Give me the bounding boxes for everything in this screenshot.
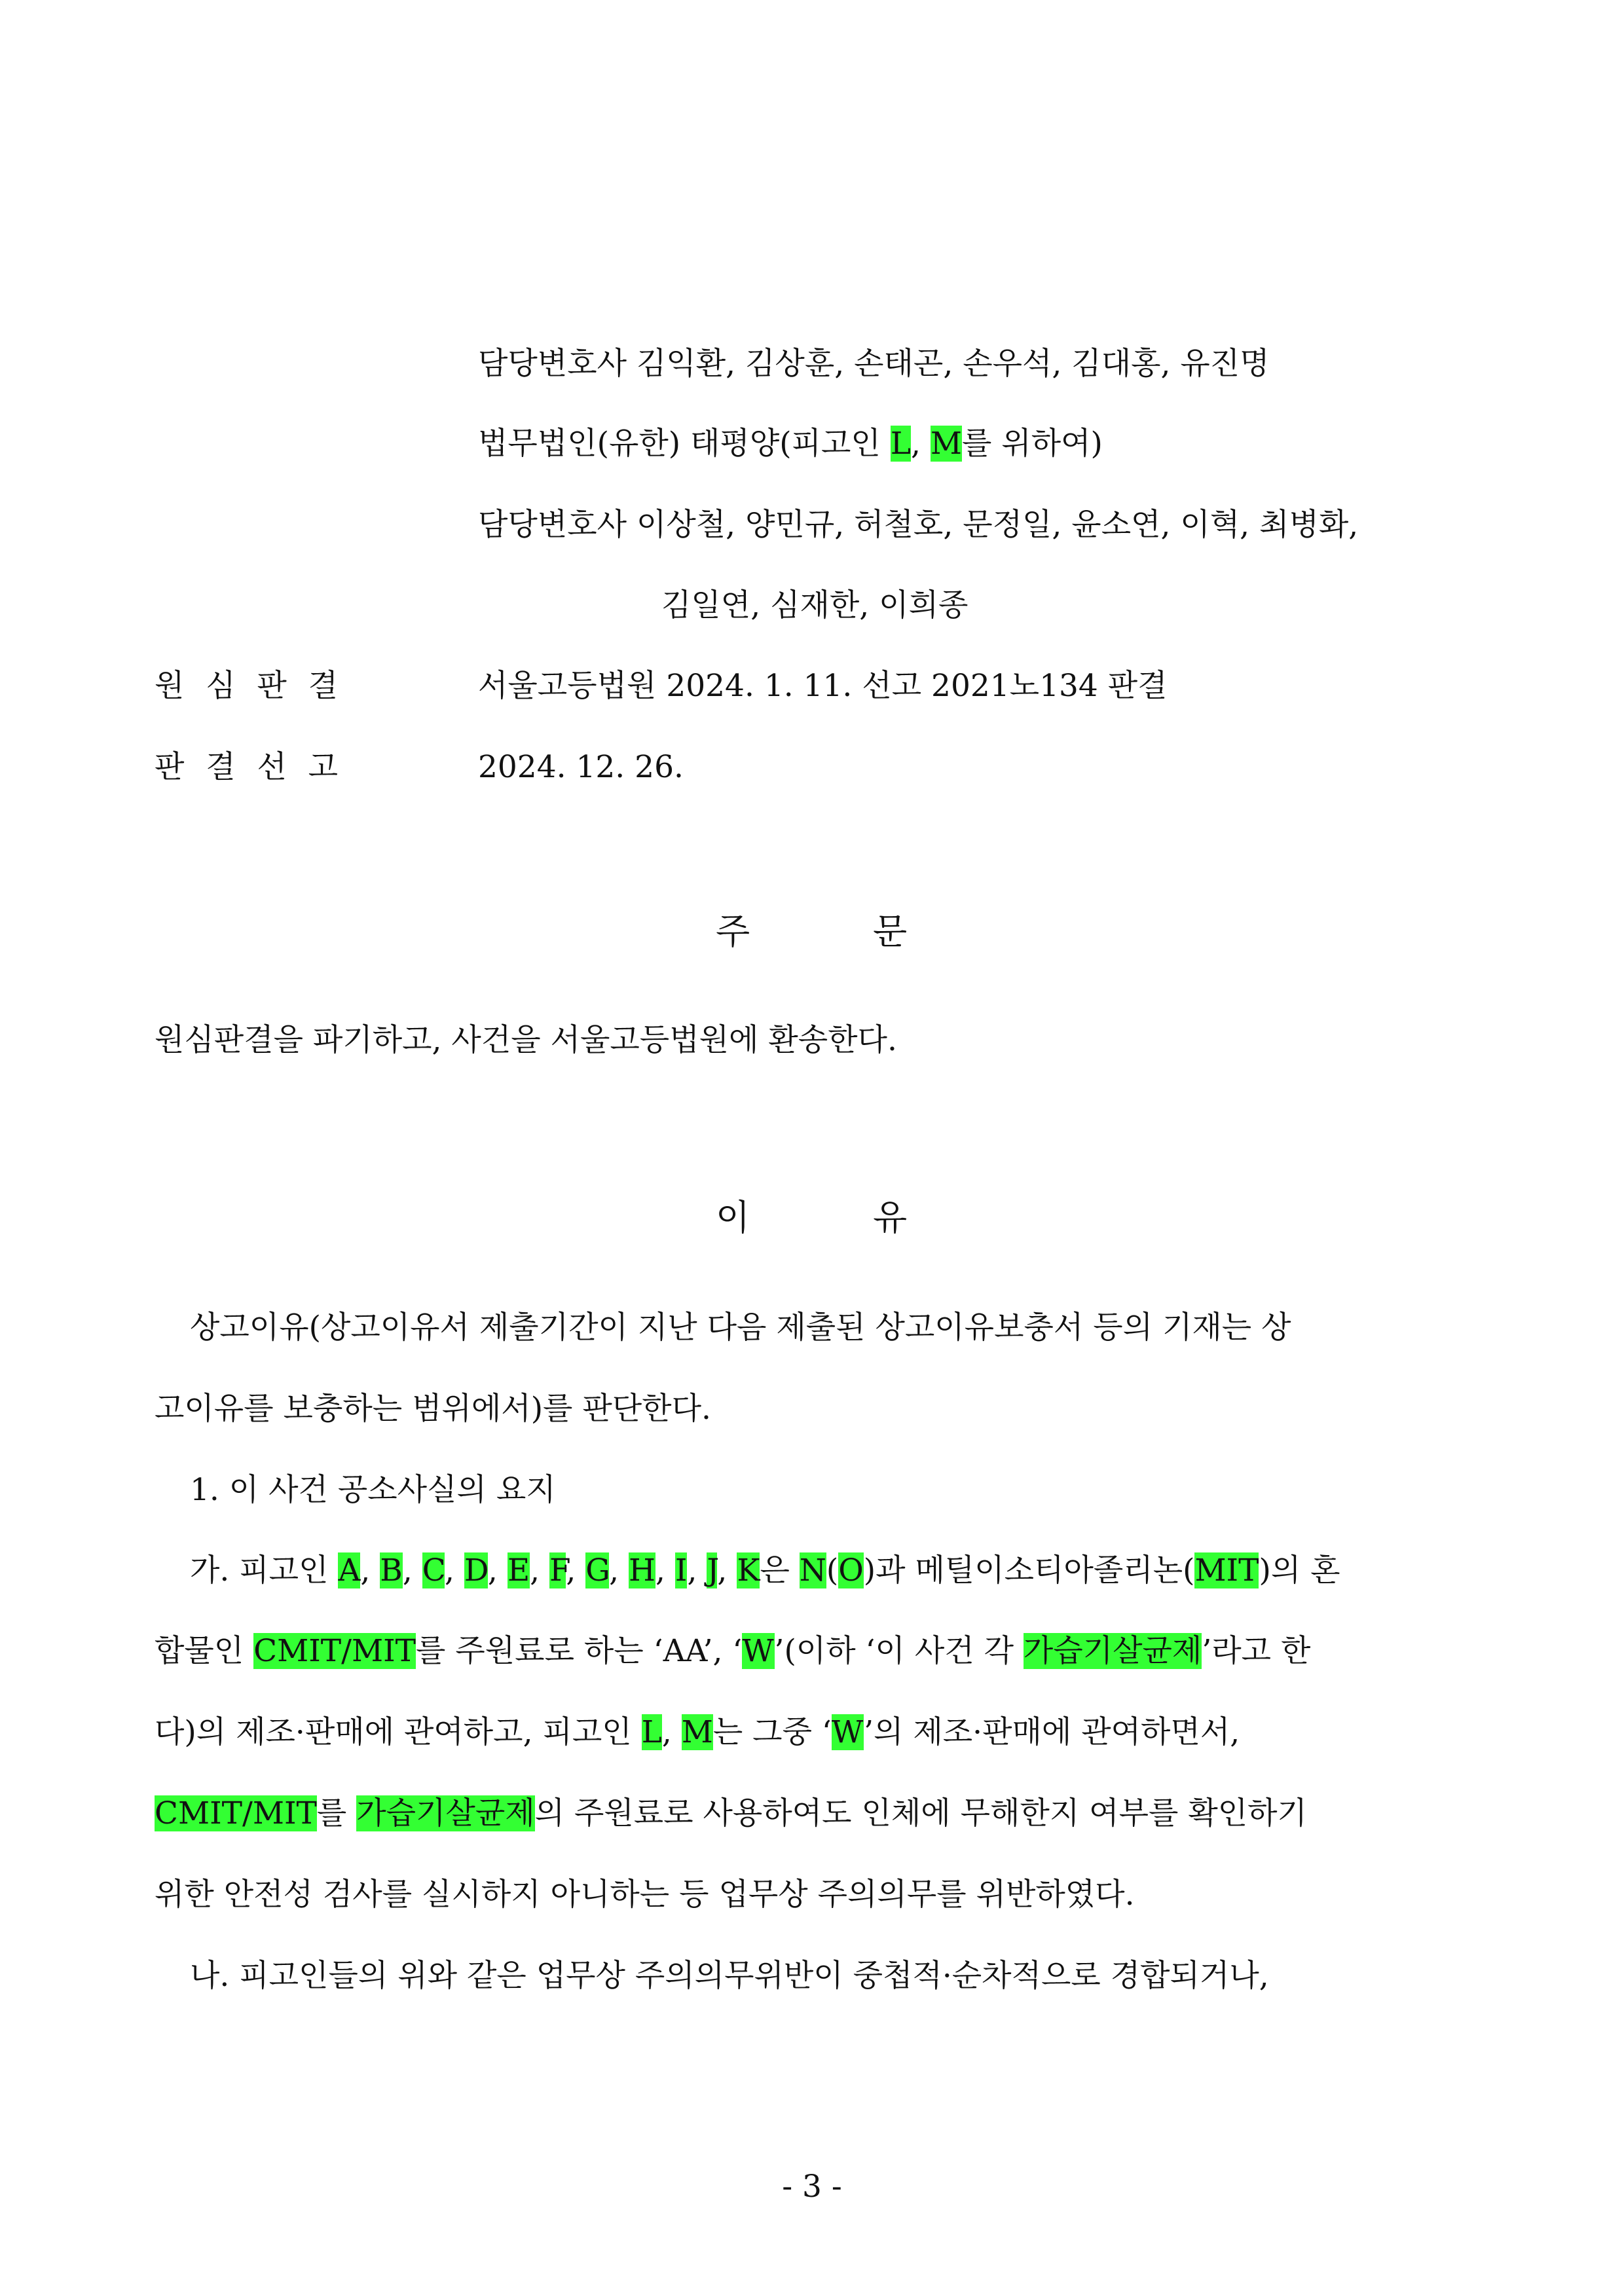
substance-cmit-mit: CMIT/MIT — [253, 1633, 416, 1669]
para-ga-end: )의 혼 — [1259, 1552, 1340, 1588]
para-ga-line-5: 위한 안전성 검사를 실시하지 아니하는 등 업무상 주의의무를 위반하였다. — [155, 1877, 1135, 1913]
para-ga-line-1: 가. 피고인 A, B, C, D, E, F, G, H, I, J, K은 N(O)과 메틸이소티아졸리논(MIT)의 혼 — [190, 1552, 1340, 1588]
label-char: 고 — [308, 749, 338, 785]
sentencing-label — [155, 746, 338, 788]
defendant-d: D — [464, 1552, 488, 1588]
product-w: W — [831, 1714, 864, 1750]
label-char: 결 — [206, 749, 236, 785]
section-1-title: 1. 이 사건 공소사실의 요지 — [190, 1472, 556, 1508]
reason-intro-line-1: 상고이유(상고이유서 제출기간이 지난 다음 제출된 상고이유보충서 등의 기재는 상 — [190, 1310, 1291, 1346]
para-ga-line-4 — [155, 1793, 1307, 1835]
para-na-line-1: 나. 피고인들의 위와 같은 업무상 주의의무위반이 중첩적·순차적으로 경합되거나, — [190, 1958, 1269, 1994]
counsel-line-4: 김일연, 심재한, 이희종 — [661, 587, 969, 623]
order-heading-left: 주 — [716, 911, 750, 952]
label-char: 심 — [206, 668, 236, 704]
label-char: 선 — [257, 749, 287, 785]
product-humidifier-disinfectant: 가습기살균제 — [1023, 1633, 1202, 1669]
counsel-line-2-sep: , — [910, 426, 931, 462]
defendant-a: A — [338, 1552, 361, 1588]
original-judgment-label — [155, 665, 338, 707]
para-ga-prefix: 가. 피고인 — [190, 1552, 339, 1588]
substance-cmit-mit: CMIT/MIT — [155, 1795, 317, 1831]
counsel-line-2 — [478, 423, 1103, 465]
order-text: 원심판결을 파기하고, 사건을 서울고등법원에 환송한다. — [155, 1022, 897, 1058]
reason-heading-right: 유 — [873, 1197, 908, 1238]
para-ga-l3-a: 다)의 제조·판매에 관여하고, 피고인 — [155, 1714, 642, 1750]
defendant-m: M — [681, 1714, 713, 1750]
defendant-f: F — [549, 1552, 566, 1588]
para-ga-l2-c: ’라고 한 — [1202, 1633, 1311, 1669]
label-char: 원 — [155, 668, 185, 704]
para-ga-l2-b: ’(이하 ‘이 사건 각 — [774, 1633, 1024, 1669]
para-ga-l4-a: 를 — [316, 1795, 357, 1831]
defendant-i: I — [674, 1552, 688, 1588]
defendant-e: E — [507, 1552, 530, 1588]
para-ga-line-3: 다)의 제조·판매에 관여하고, 피고인 L, M는 그중 ‘W’의 제조·판매에 관여하면서, — [155, 1714, 1240, 1750]
label-char: 판 — [257, 668, 287, 704]
para-ga-eun: 은 — [760, 1552, 800, 1588]
para-ga-l4-b: 의 주원료로 사용하여도 인체에 무해한지 여부를 확인하기 — [534, 1795, 1307, 1831]
defendant-j: J — [707, 1552, 718, 1588]
label-char: 결 — [308, 668, 338, 704]
counsel-line-2-post: 를 위하여) — [961, 426, 1103, 462]
defendant-c: C — [422, 1552, 445, 1588]
defendant-h: H — [628, 1552, 655, 1588]
product-w: W — [742, 1633, 775, 1669]
substance-mit: MIT — [1194, 1552, 1259, 1588]
para-ga-mid: )과 메틸이소티아졸리논( — [863, 1552, 1195, 1588]
counsel-line-1: 담당변호사 김익환, 김상훈, 손태곤, 손우석, 김대홍, 유진명 — [478, 346, 1270, 382]
para-ga-l2-a: 를 주원료로 하는 ‘AA’, ‘ — [416, 1633, 743, 1669]
defendant-m: M — [930, 426, 962, 462]
counsel-line-3: 담당변호사 이상철, 양민규, 허철호, 문정일, 윤소연, 이혁, 최병화, — [478, 507, 1359, 543]
reason-intro-line-2: 고이유를 보충하는 범위에서)를 판단한다. — [155, 1391, 711, 1427]
defendant-k: K — [737, 1552, 760, 1588]
para-ga-l2-pre: 합물인 — [155, 1633, 254, 1669]
para-ga-l3-b: 는 그중 ‘ — [712, 1714, 832, 1750]
defendant-l: L — [890, 426, 911, 462]
substance-n: N — [799, 1552, 826, 1588]
para-ga-line-2 — [155, 1630, 1310, 1672]
reason-heading-left: 이 — [716, 1197, 750, 1238]
product-humidifier-disinfectant: 가습기살균제 — [356, 1795, 535, 1831]
counsel-line-2-pre: 법무법인(유한) 태평양(피고인 — [478, 426, 891, 462]
order-heading-right: 문 — [873, 911, 908, 952]
sentencing-value: 2024. 12. 26. — [478, 749, 684, 785]
defendant-g: G — [585, 1552, 610, 1588]
defendant-l: L — [641, 1714, 662, 1750]
page-number: - 3 - — [782, 2169, 842, 2205]
para-ga-l3-c: ’의 제조·판매에 관여하면서, — [864, 1714, 1240, 1750]
defendant-b: B — [380, 1552, 403, 1588]
label-char: 판 — [155, 749, 185, 785]
original-judgment-value: 서울고등법원 2024. 1. 11. 선고 2021노134 판결 — [478, 668, 1168, 704]
substance-o: O — [838, 1552, 864, 1588]
